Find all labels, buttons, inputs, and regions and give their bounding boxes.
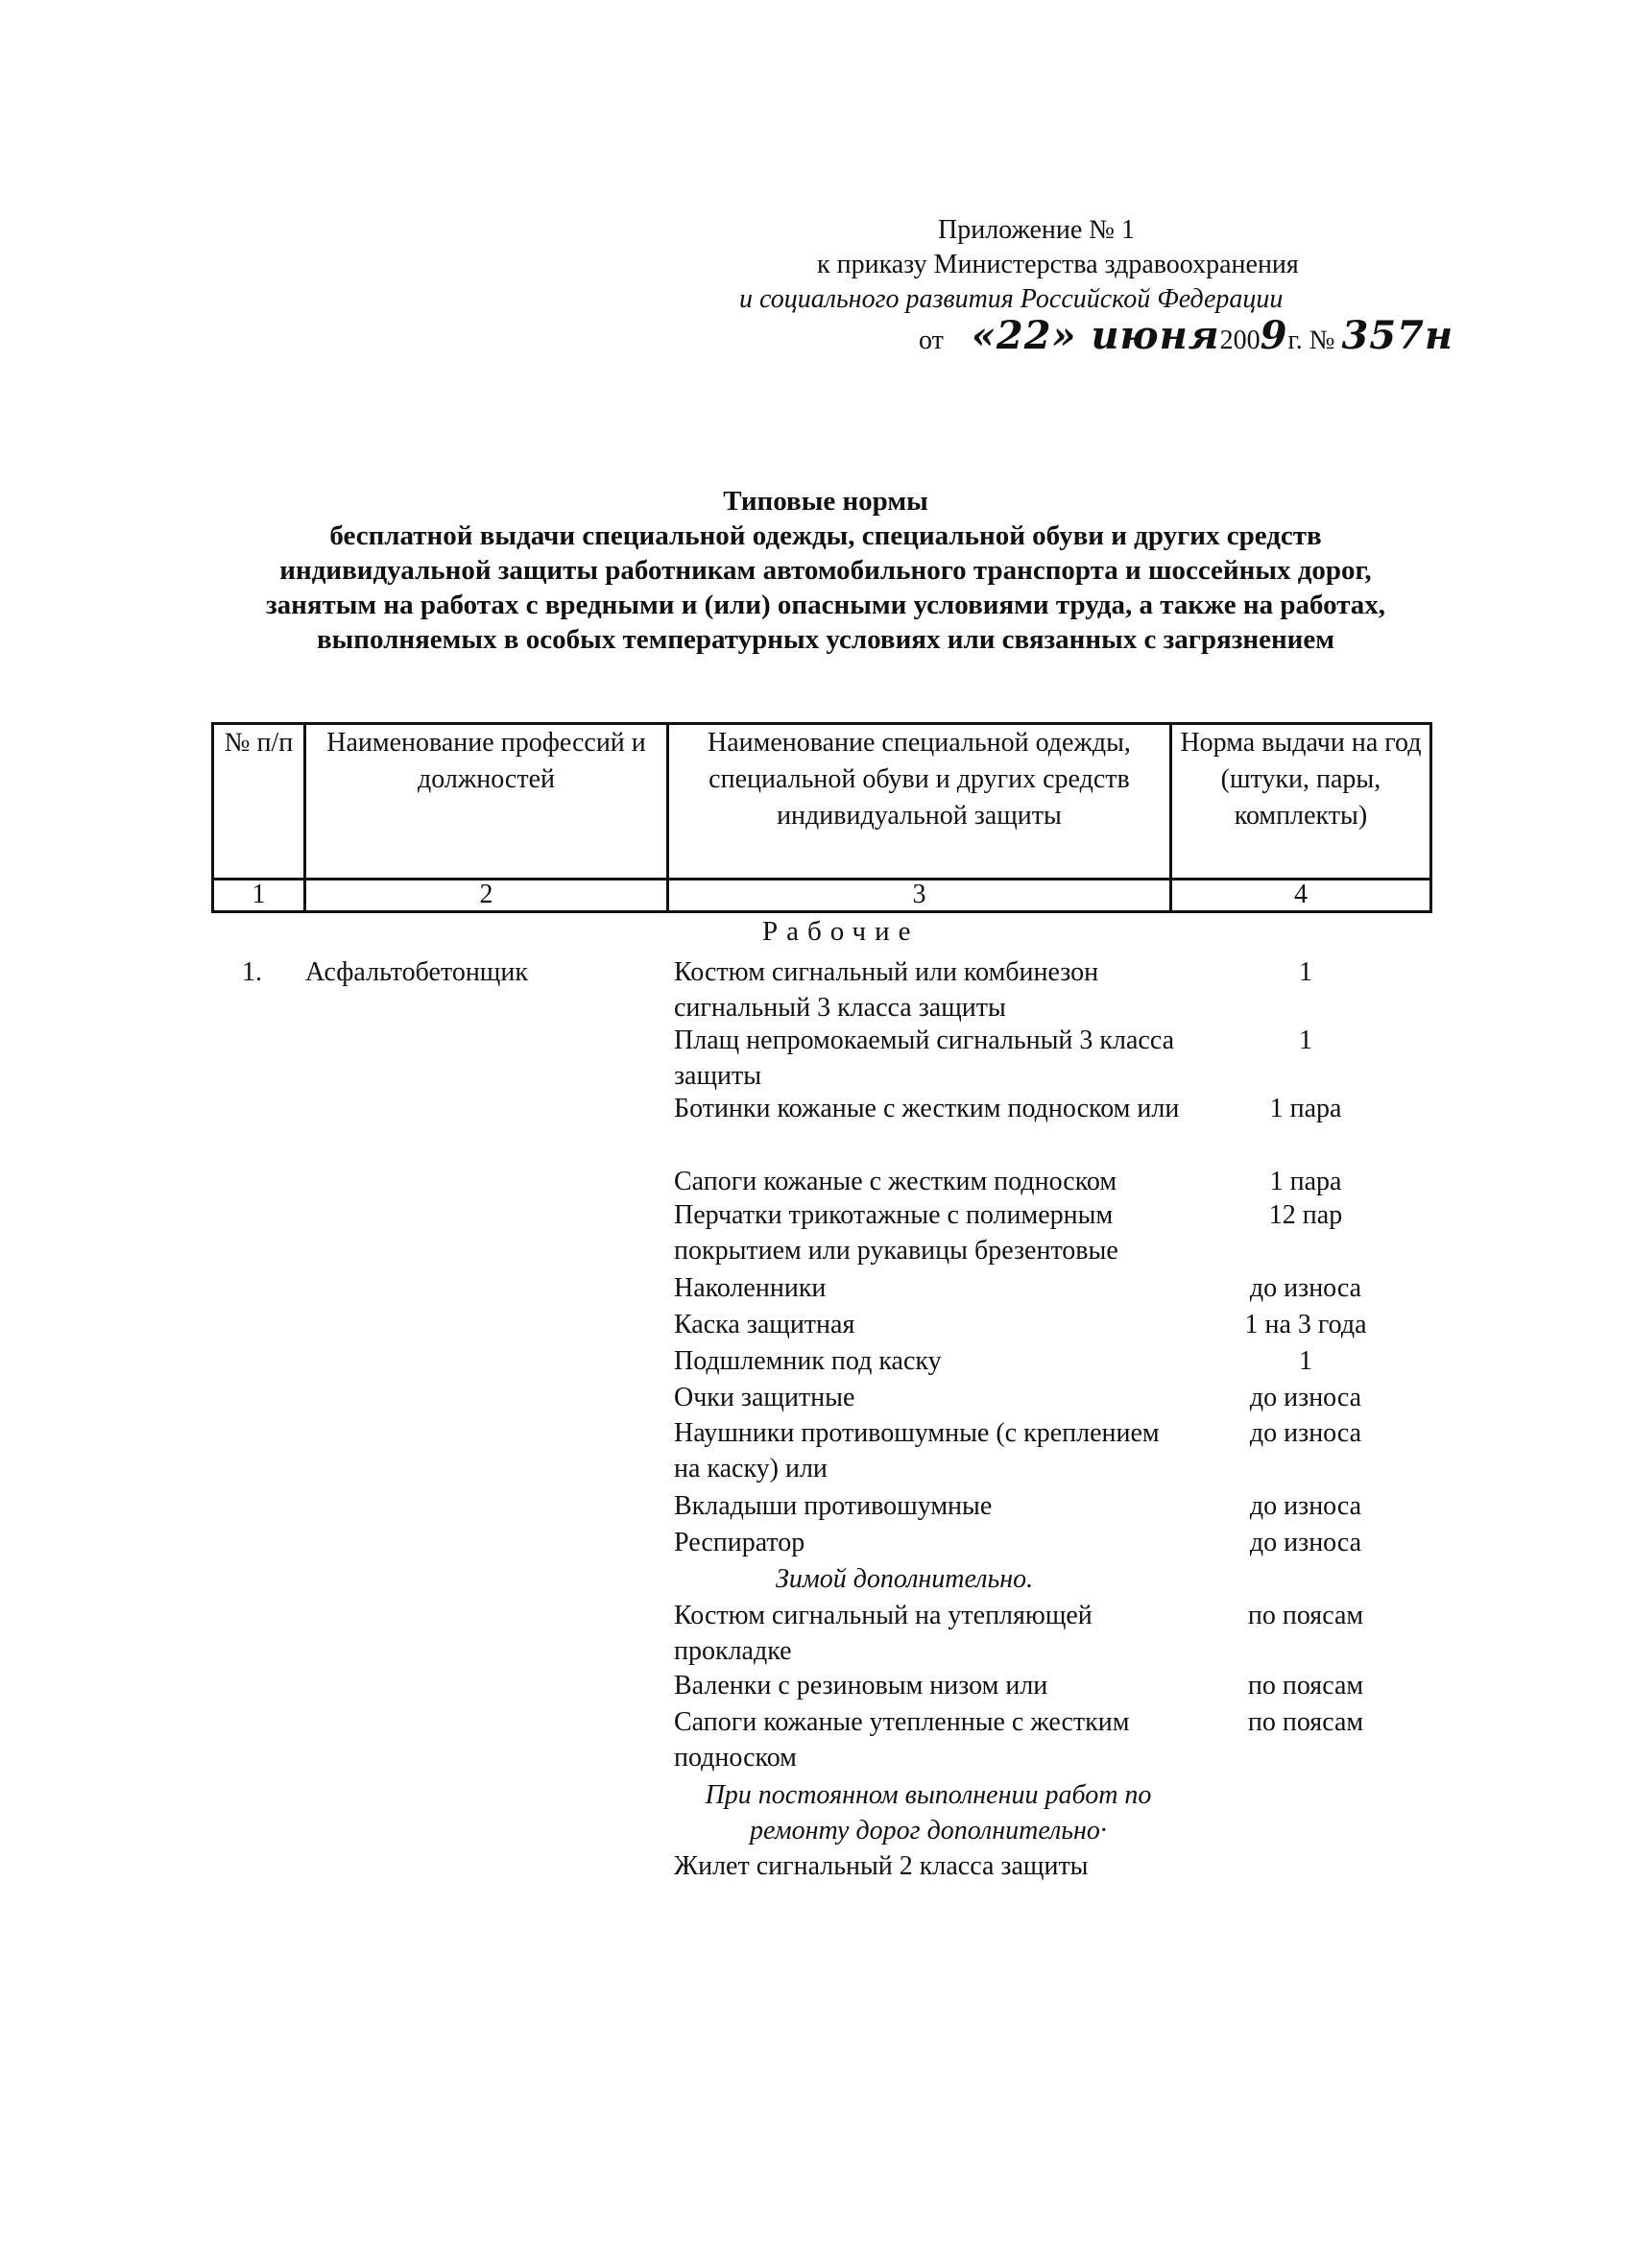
appendix-line-3: и социального развития Российской Федерации (739, 284, 1284, 314)
item-norm: до износа (1249, 1418, 1362, 1448)
header-norm: Норма выдачи на год (штуки, пары, комплекты) (1170, 724, 1430, 880)
item-norm: до износа (1249, 1273, 1362, 1303)
column-number-1: 1 (213, 880, 305, 912)
appendix-line-2: к приказу Министерства здравоохранения (817, 250, 1299, 279)
winter-label: Зимой дополнительно. (776, 1564, 1034, 1594)
number-prefix: г. № (1287, 326, 1335, 355)
winter-item-name: Костюм сигнальный на утепляющей прокладке (674, 1601, 1093, 1666)
repair-item-name: Жилет сигнальный 2 класса защиты (674, 1851, 1089, 1881)
entry-profession: Асфальтобетонщик (305, 957, 528, 987)
header-profession: Наименование профессий и должностей (305, 724, 668, 880)
title-line-1: Типовые нормы (723, 486, 928, 517)
column-number-2: 2 (305, 880, 668, 912)
item-name: Очки защитные (674, 1383, 855, 1412)
item-norm: до износа (1249, 1383, 1362, 1412)
item-name: Плащ непромокаемый сигнальный 3 класса защиты (674, 1025, 1175, 1091)
item-name: Каска защитная (674, 1310, 855, 1339)
winter-item-name: Валенки с резиновым низом или (674, 1671, 1048, 1701)
title-line-2: бесплатной выдачи специальной одежды, специальной обуви и других средств (329, 520, 1322, 551)
entry-number: 1. (242, 957, 262, 987)
handwritten-year: 9 (1260, 313, 1288, 358)
item-name: Наушники противошумные (с креплением на каску) или (674, 1418, 1160, 1484)
handwritten-order-number: 357н (1341, 313, 1454, 358)
item-name: Вкладыши противошумные (674, 1491, 993, 1521)
date-prefix: от (919, 326, 944, 355)
winter-item-norm: по поясам (1247, 1671, 1364, 1701)
item-name: Перчатки трикотажные с полимерным покрытием или рукавицы брезентовые (674, 1200, 1118, 1266)
handwritten-date: «22» июня (971, 313, 1220, 358)
item-norm: 12 пар (1268, 1200, 1343, 1230)
item-norm: 1 пара (1269, 1167, 1342, 1196)
item-norm: до износа (1249, 1491, 1362, 1521)
item-name: Костюм сигнальный или комбинезон сигнальный 3 класса защиты (674, 957, 1099, 1023)
column-number-4: 4 (1170, 880, 1430, 912)
header-equipment: Наименование специальной одежды, специальной обуви и других средств индивидуальной защиты (667, 724, 1170, 880)
column-number-3: 3 (667, 880, 1170, 912)
item-name: Ботинки кожаные с жестким подноском или (674, 1094, 1180, 1123)
item-name: Сапоги кожаные с жестким подноском (674, 1167, 1117, 1196)
item-norm: до износа (1249, 1528, 1362, 1557)
document-title (192, 484, 1459, 657)
item-name: Наколенники (674, 1273, 827, 1303)
winter-item-name: Сапоги кожаные утепленные с жестким подноском (674, 1707, 1130, 1773)
winter-item-norm: по поясам (1247, 1601, 1364, 1630)
item-norm: 1 на 3 года (1244, 1310, 1367, 1339)
title-line-4: занятым на работах с вредными и (или) опасными условиями труда, а также на работах, (265, 590, 1386, 620)
item-norm: 1 (1299, 957, 1312, 987)
item-norm: 1 (1299, 1346, 1312, 1376)
norms-table-header (211, 722, 1432, 913)
item-norm: 1 (1299, 1025, 1312, 1055)
item-name: Респиратор (674, 1528, 805, 1557)
header-number: № п/п (213, 724, 305, 880)
appendix-line-1: Приложение № 1 (938, 215, 1135, 245)
item-name: Подшлемник под каску (674, 1346, 942, 1376)
section-label-workers: Рабочие (762, 916, 920, 947)
appendix-date-line (919, 313, 1453, 358)
road-repair-label: При постоянном выполнении работ по ремонту дорог дополнительно· (705, 1780, 1152, 1846)
year-printed: 200 (1219, 326, 1261, 355)
item-norm: 1 пара (1269, 1094, 1342, 1123)
title-line-3: индивидуальной защиты работникам автомобильного транспорта и шоссейных дорог, (279, 555, 1372, 586)
winter-item-norm: по поясам (1247, 1707, 1364, 1737)
title-line-5: выполняемых в особых температурных условиях или связанных с загрязнением (316, 624, 1335, 655)
